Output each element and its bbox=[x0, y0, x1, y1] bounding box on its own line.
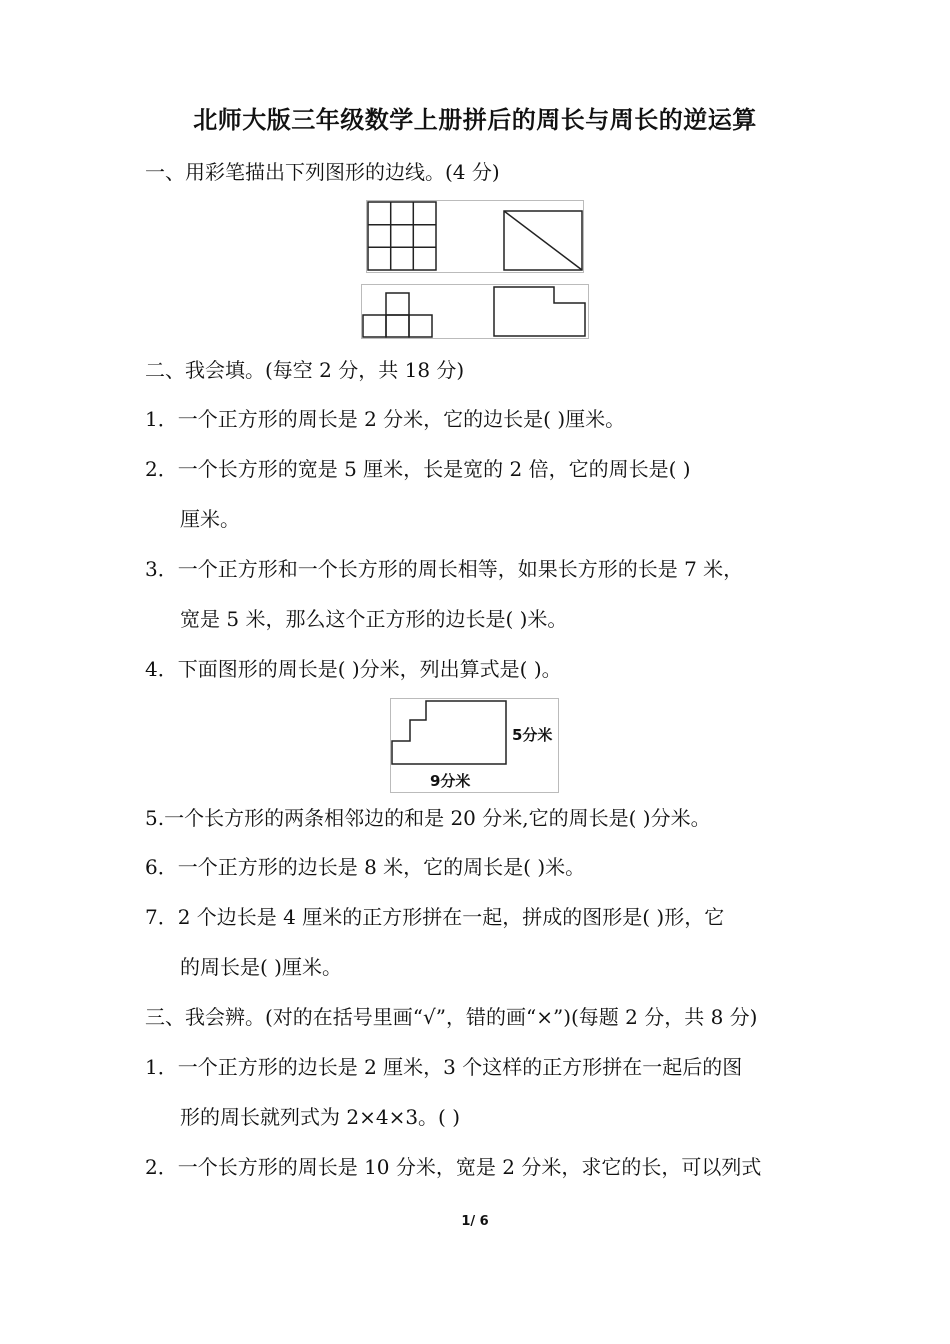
question-2-2-line1: 2．一个长方形的宽是 5 厘米，长是宽的 2 倍，它的周长是( ) bbox=[145, 457, 691, 481]
grid-3x3-shape bbox=[368, 202, 436, 270]
figure-grid-and-diagonal-rect bbox=[366, 200, 584, 273]
label-5dm: 5分米 bbox=[512, 726, 553, 744]
page-number: 1/ 6 bbox=[461, 1214, 489, 1229]
question-3-1-line2: 形的周长就列式为 2×4×3。( ) bbox=[180, 1105, 461, 1129]
section3-heading: 三、我会辨。(对的在括号里画“√”，错的画“×”)(每题 2 分，共 8 分) bbox=[145, 1005, 758, 1029]
question-2-2-line2: 厘米。 bbox=[180, 507, 240, 531]
staircase-outline bbox=[392, 701, 506, 764]
question-2-3-line1: 3．一个正方形和一个长方形的周长相等，如果长方形的长是 7 米， bbox=[145, 557, 744, 581]
notched-rectangle-shape bbox=[494, 287, 585, 336]
stacked-squares-shape bbox=[363, 293, 432, 337]
section1-heading: 一、用彩笔描出下列图形的边线。(4 分) bbox=[145, 160, 500, 184]
question-2-1: 1．一个正方形的周长是 2 分米，它的边长是( )厘米。 bbox=[145, 407, 626, 431]
question-2-5: 5.一个长方形的两条相邻边的和是 20 分米,它的周长是( )分米。 bbox=[145, 806, 711, 830]
label-9dm: 9分米 bbox=[430, 772, 471, 790]
question-2-3-line2: 宽是 5 米，那么这个正方形的边长是( )米。 bbox=[180, 607, 568, 631]
figure-staircase-shape bbox=[390, 698, 560, 793]
question-3-1-line1: 1．一个正方形的边长是 2 厘米，3 个这样的正方形拼在一起后的图 bbox=[145, 1055, 743, 1079]
figure-stacked-squares-and-notched-shape bbox=[361, 284, 589, 339]
question-2-4: 4．下面图形的周长是( )分米，列出算式是( )。 bbox=[145, 657, 562, 681]
section2-heading: 二、我会填。(每空 2 分，共 18 分) bbox=[145, 358, 465, 382]
page-title: 北师大版三年级数学上册拼后的周长与周长的逆运算 bbox=[193, 106, 757, 134]
question-2-7-line1: 7．2 个边长是 4 厘米的正方形拼在一起，拼成的图形是( )形，它 bbox=[145, 905, 725, 929]
question-3-2-line1: 2．一个长方形的周长是 10 分米，宽是 2 分米，求它的长，可以列式 bbox=[145, 1155, 762, 1179]
question-2-7-line2: 的周长是( )厘米。 bbox=[180, 955, 342, 979]
question-2-6: 6．一个正方形的边长是 8 米，它的周长是( )米。 bbox=[145, 855, 586, 879]
diagonal-rectangle-shape bbox=[504, 211, 582, 270]
